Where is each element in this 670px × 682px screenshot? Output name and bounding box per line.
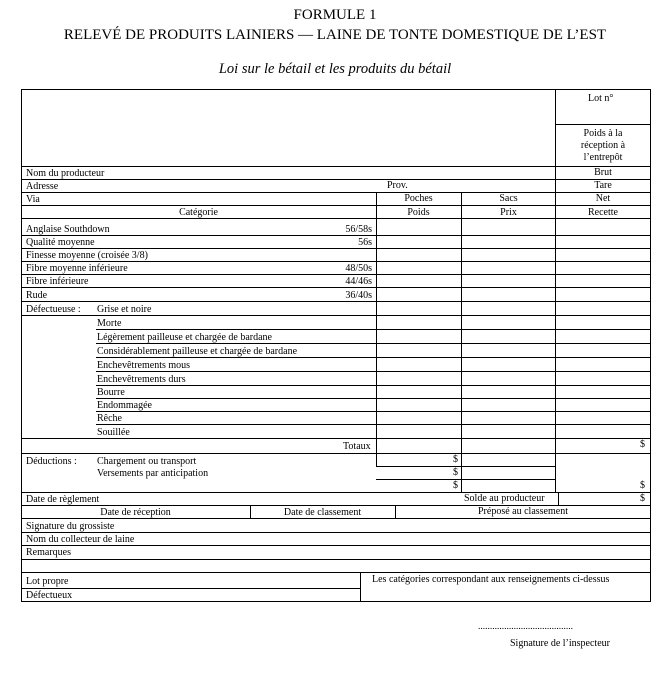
prix-header: Prix <box>500 207 517 218</box>
category-grade: 48/50s <box>345 263 372 274</box>
signature-grossiste-label: Signature du grossiste <box>26 521 115 532</box>
poids-reception-line1: Poids à la <box>583 128 623 139</box>
adresse-label: Adresse <box>26 181 59 192</box>
totaux-label: Totaux <box>343 441 371 452</box>
deduction-total-dollar: $ <box>640 480 645 491</box>
date-classement-label: Date de classement <box>283 507 362 518</box>
recette-header: Recette <box>588 207 618 218</box>
category-grade: 56/58s <box>345 224 372 235</box>
category-grade: 36/40s <box>345 290 372 301</box>
poids-reception-line2: réception à <box>580 140 626 151</box>
defect-item: Considérablement pailleuse et chargée de bardane <box>97 346 298 357</box>
via-label: Via <box>26 194 40 205</box>
defect-item: Enchevêtrements mous <box>97 360 191 371</box>
poids-reception-line3: l’entrepôt <box>583 152 623 163</box>
collecteur-label: Nom du collecteur de laine <box>26 534 135 545</box>
poches-label: Poches <box>404 193 433 204</box>
lot-number-label: Lot n° <box>588 93 614 104</box>
deduction-dollar: $ <box>453 454 458 465</box>
solde-producteur-label: Solde au producteur <box>464 493 545 504</box>
category-name: Finesse moyenne (croisée 3/8) <box>26 250 148 261</box>
form-number: FORMULE 1 <box>293 7 377 23</box>
sacs-label: Sacs <box>499 193 518 204</box>
date-reglement-label: Date de règlement <box>26 494 100 505</box>
categories-note: Les catégories correspondant aux renseignements ci-dessus <box>372 574 610 585</box>
category-name: Rude <box>26 290 48 301</box>
net-label: Net <box>595 193 611 204</box>
defect-item: Rêche <box>97 413 122 424</box>
category-name: Qualité moyenne <box>26 237 95 248</box>
totaux-dollar: $ <box>640 439 645 450</box>
defectueux-label: Défectueux <box>26 590 73 601</box>
deduction-item: Versements par anticipation <box>97 468 209 479</box>
form-title: RELEVÉ DE PRODUITS LAINIERS — LAINE DE TONTE DOMESTIQUE DE L’EST <box>63 27 607 43</box>
deduction-dollar: $ <box>453 467 458 478</box>
categorie-header: Catégorie <box>179 207 218 218</box>
brut-label: Brut <box>594 167 612 178</box>
deduction-item: Chargement ou transport <box>97 456 197 467</box>
defect-item: Souillée <box>97 427 130 438</box>
prepose-classement-label: Préposé au classement <box>478 506 568 517</box>
tare-label: Tare <box>594 180 612 191</box>
poids-header: Poids <box>407 207 430 218</box>
solde-dollar: $ <box>640 493 645 504</box>
defect-item: Morte <box>97 318 122 329</box>
defect-item: Endommagée <box>97 400 152 411</box>
form-subtitle: Loi sur le bétail et les produits du bétail <box>218 61 452 77</box>
category-name: Fibre moyenne inférieure <box>26 263 128 274</box>
prov-label: Prov. <box>387 180 408 191</box>
nom-producteur-label: Nom du producteur <box>26 168 105 179</box>
category-name: Anglaise Southdown <box>26 224 110 235</box>
defectueuse-label: Défectueuse : <box>26 304 81 315</box>
lot-propre-label: Lot propre <box>26 576 69 587</box>
category-grade: 44/46s <box>345 276 372 287</box>
remarques-label: Remarques <box>26 547 71 558</box>
defect-item: Légèrement pailleuse et chargée de bardane <box>97 332 272 343</box>
inspector-signature-line: ........................................ <box>478 622 573 632</box>
deductions-label: Déductions : <box>26 456 77 467</box>
inspector-signature-label: Signature de l’inspecteur <box>510 638 610 649</box>
deduction-dollar: $ <box>453 480 458 491</box>
category-name: Fibre inférieure <box>26 276 89 287</box>
defect-item: Grise et noire <box>97 304 152 315</box>
defect-item: Bourre <box>97 387 125 398</box>
defect-item: Enchevêtrements durs <box>97 374 186 385</box>
date-reception-label: Date de réception <box>100 507 171 518</box>
category-grade: 56s <box>358 237 372 248</box>
